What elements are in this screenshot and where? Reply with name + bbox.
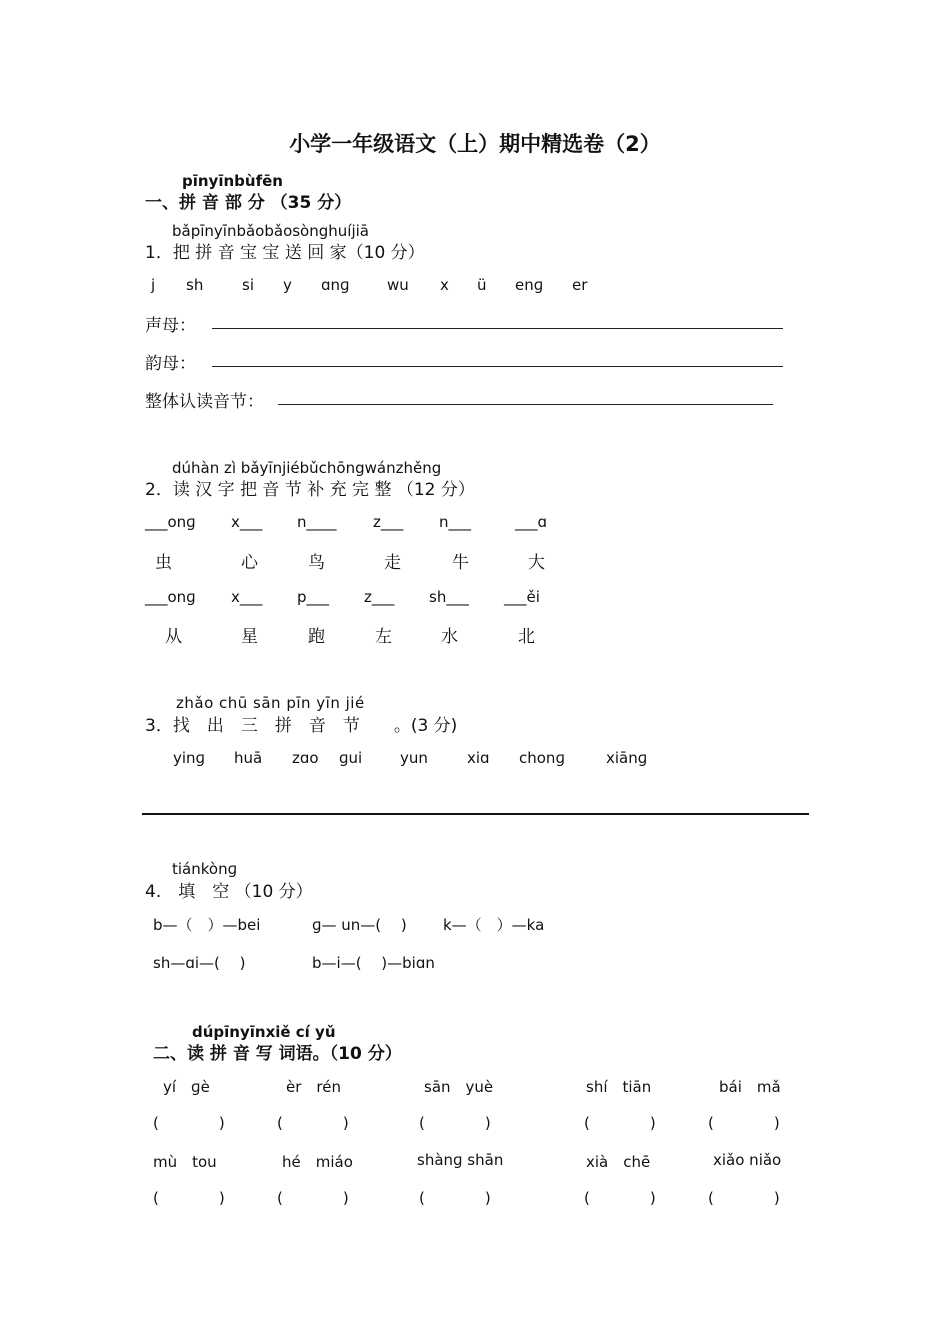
q4-blank[interactable]: ɡ— un—( ) <box>312 916 407 934</box>
answer-bracket[interactable]: ( ) <box>153 1114 225 1132</box>
q3-item[interactable]: ɡui <box>339 749 363 767</box>
q1-pinyin: bǎpīnyīnbǎobǎosònghuíjiā <box>172 222 369 240</box>
q3-item[interactable]: yun <box>400 749 428 767</box>
q2-blank[interactable]: x___ <box>231 588 263 606</box>
answer-bracket[interactable]: ( ) <box>419 1114 491 1132</box>
q1-item: sh <box>186 276 204 294</box>
answer-bracket[interactable]: ( ) <box>419 1189 491 1207</box>
q2-char: 星 <box>241 627 258 647</box>
answer-bracket[interactable]: ( ) <box>708 1189 780 1207</box>
finals-answer-line[interactable] <box>212 350 783 367</box>
word-pinyin: shànɡ shān <box>417 1151 504 1169</box>
q2-blank[interactable]: ___ɑ <box>515 513 548 531</box>
q3-item[interactable]: huā <box>234 749 263 767</box>
q2-pinyin: dúhàn zì bǎyīnjiébǔchōngwánzhěng <box>172 459 442 477</box>
q2-char: 从 <box>165 627 182 647</box>
q1-item: er <box>572 276 588 294</box>
q2-char: 左 <box>375 627 392 647</box>
q2-char: 虫 <box>155 553 172 573</box>
q2-char: 牛 <box>452 553 469 573</box>
q2-char: 鸟 <box>308 553 325 573</box>
whole-syllables-label: 整体认读音节： <box>145 392 264 412</box>
q4-blank[interactable]: k—（ ）—ka <box>443 916 545 934</box>
q1-item: si <box>242 276 254 294</box>
answer-bracket[interactable]: ( ) <box>584 1189 656 1207</box>
word-pinyin: xiǎo niǎo <box>713 1151 782 1169</box>
q2-blank[interactable]: z___ <box>364 588 395 606</box>
word-pinyin: sān yuè <box>424 1078 494 1096</box>
q4-blank[interactable]: b—（ ）—bei <box>153 916 261 934</box>
q2-blank[interactable]: n___ <box>439 513 472 531</box>
q3-heading: 3．找 出 三 拼 音 节 。(3 分) <box>145 716 458 736</box>
q2-char: 走 <box>384 553 401 573</box>
whole-syllables-answer-line[interactable] <box>278 388 773 405</box>
q2-blank[interactable]: n____ <box>297 513 337 531</box>
page-title: 小学一年级语文（上）期中精选卷（2） <box>289 132 661 156</box>
q4-blank[interactable]: sh—ɑi—( ) <box>153 954 246 972</box>
q1-item: enɡ <box>515 276 544 294</box>
q2-char: 水 <box>441 627 458 647</box>
word-pinyin: shí tiān <box>586 1078 652 1096</box>
q2-blank[interactable]: ___ěi <box>504 588 540 606</box>
q3-item[interactable]: yinɡ <box>173 749 206 767</box>
initials-label: 声母： <box>145 316 196 336</box>
word-pinyin: yí ɡè <box>163 1078 210 1096</box>
part2-heading: 二、读 拼 音 写 词语。（10 分） <box>153 1044 402 1064</box>
part1-pinyin: pīnyīnbùfēn <box>182 172 283 190</box>
word-pinyin: hé miáo <box>282 1153 353 1171</box>
q1-item: j <box>151 276 156 294</box>
q2-blank[interactable]: p___ <box>297 588 330 606</box>
word-pinyin: èr rén <box>286 1078 341 1096</box>
answer-bracket[interactable]: ( ) <box>584 1114 656 1132</box>
q2-heading: 2．读 汉 字 把 音 节 补 充 完 整 （12 分） <box>145 480 475 500</box>
section-divider <box>142 813 809 815</box>
q3-item[interactable]: xiɑ <box>467 749 490 767</box>
q2-char: 跑 <box>308 627 325 647</box>
q2-char: 心 <box>241 553 258 573</box>
answer-bracket[interactable]: ( ) <box>277 1189 349 1207</box>
finals-label: 韵母： <box>145 354 196 374</box>
q1-item: wu <box>387 276 409 294</box>
q1-item: y <box>283 276 292 294</box>
answer-bracket[interactable]: ( ) <box>277 1114 349 1132</box>
initials-answer-line[interactable] <box>212 312 783 329</box>
q3-item[interactable]: chonɡ <box>519 749 565 767</box>
q2-blank[interactable]: x___ <box>231 513 263 531</box>
part2-pinyin: dúpīnyīnxiě cí yǔ <box>192 1023 336 1041</box>
answer-bracket[interactable]: ( ) <box>153 1189 225 1207</box>
part1-heading: 一、拼 音 部 分 （35 分） <box>145 193 352 213</box>
q2-blank[interactable]: ___onɡ <box>145 513 196 531</box>
q1-item: ü <box>477 276 487 294</box>
q4-heading: 4. 填 空 （10 分） <box>145 882 313 902</box>
q2-char: 大 <box>528 553 545 573</box>
q2-char: 北 <box>518 627 535 647</box>
q3-pinyin: zhǎo chū sān pīn yīn jié <box>176 694 365 712</box>
q2-blank[interactable]: z___ <box>373 513 404 531</box>
answer-bracket[interactable]: ( ) <box>708 1114 780 1132</box>
word-pinyin: xià chē <box>586 1153 651 1171</box>
q2-blank[interactable]: ___onɡ <box>145 588 196 606</box>
word-pinyin: mù tou <box>153 1153 217 1171</box>
q1-item: ɑnɡ <box>321 276 350 294</box>
q3-item[interactable]: xiānɡ <box>606 749 648 767</box>
word-pinyin: bái mǎ <box>719 1078 781 1096</box>
q4-pinyin: tiánkònɡ <box>172 860 238 878</box>
q1-item: x <box>440 276 449 294</box>
q4-blank[interactable]: b—i—( )—biɑn <box>312 954 435 972</box>
q3-item[interactable]: zɑo <box>292 749 319 767</box>
q2-blank[interactable]: sh___ <box>429 588 469 606</box>
q1-heading: 1．把 拼 音 宝 宝 送 回 家（10 分） <box>145 243 425 263</box>
